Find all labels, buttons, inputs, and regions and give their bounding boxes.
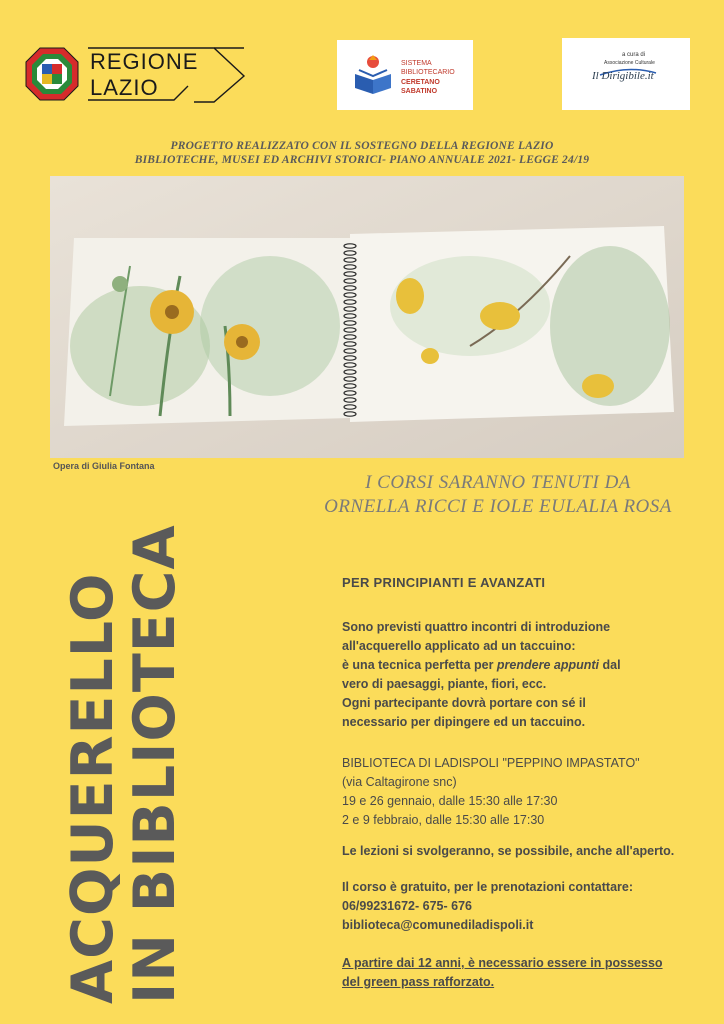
artwork-caption: Opera di Giulia Fontana: [53, 461, 155, 471]
description-line: Ogni partecipante dovrà portare con sé il: [342, 696, 586, 710]
project-line1: PROGETTO REALIZZATO CON IL SOSTEGNO DELLA REGIONE LAZIO: [170, 140, 554, 152]
venue-dates: 2 e 9 febbraio, dalle 15:30 alle 17:30: [342, 813, 545, 827]
event-title-line2: IN BIBLIOTECA: [122, 524, 188, 1004]
watercolor-sketchbook-image: [50, 176, 684, 458]
sbcs-line3: CERETANO: [401, 79, 440, 86]
notice-line: del green pass rafforzato.: [342, 975, 495, 989]
teachers-line1: I CORSI SARANNO TENUTI DA: [365, 472, 631, 493]
dirigibile-line2: Associazione Culturale: [604, 60, 655, 66]
description-line: vero di paesaggi, piante, fiori, ecc.: [342, 677, 547, 691]
venue-name: BIBLIOTECA DI LADISPOLI "PEPPINO IMPASTATO": [342, 756, 640, 770]
dirigibile-logo: [562, 38, 690, 110]
outdoor-note: Le lezioni si svolgeranno, se possibile, anche all'aperto.: [342, 844, 675, 858]
open-book-icon: [353, 54, 393, 96]
sbcs-line2: BIBLIOTECARIO: [401, 69, 455, 76]
description-line: Sono previsti quattro incontri di introduzione: [342, 620, 611, 634]
event-title-line1: ACQUERELLO: [60, 572, 126, 1004]
sistema-bibliotecario-logo: [337, 40, 473, 110]
sbcs-line4: SABATINO: [401, 88, 438, 95]
course-levels: PER PRINCIPIANTI E AVANZATI: [342, 575, 546, 590]
venue-address: (via Caltagirone snc): [342, 775, 457, 789]
notice-line: A partire dai 12 anni, è necessario essere in possesso: [342, 956, 663, 970]
green-pass-notice: [342, 954, 663, 992]
dirigibile-line1: a cura di: [622, 52, 646, 58]
lazio-title-line2: LAZIO: [90, 75, 159, 100]
venue-dates: 19 e 26 gennaio, dalle 15:30 alle 17:30: [342, 794, 558, 808]
description-line: all'acquerello applicato ad un taccuino:: [342, 639, 576, 653]
contact-line: Il corso è gratuito, per le prenotazioni contattare:: [342, 880, 634, 894]
regione-lazio-logo: [24, 44, 246, 104]
contact-info: [342, 878, 633, 935]
contact-phone: 06/99231672- 675- 676: [342, 899, 472, 913]
description-line: necessario per dipingere ed un taccuino.: [342, 715, 586, 729]
event-title: [62, 514, 186, 1004]
course-description: [342, 618, 621, 732]
description-line: è una tecnica perfetta per prendere appunti dal: [342, 658, 621, 672]
teachers-line2: ORNELLA RICCI E IOLE EULALIA ROSA: [324, 496, 672, 517]
project-line2: BIBLIOTECHE, MUSEI ED ARCHIVI STORICI- PIANO ANNUALE 2021- LEGGE 24/19: [134, 154, 590, 166]
contact-email: biblioteca@comunediladispoli.it: [342, 918, 534, 932]
lazio-emblem-icon: [24, 46, 80, 102]
dirigibile-line3: Il Dirigibile.it: [592, 70, 654, 82]
venue-info: [342, 754, 640, 830]
sbcs-line1: SISTEMA: [401, 60, 432, 67]
lazio-title-line1: REGIONE: [90, 49, 199, 74]
